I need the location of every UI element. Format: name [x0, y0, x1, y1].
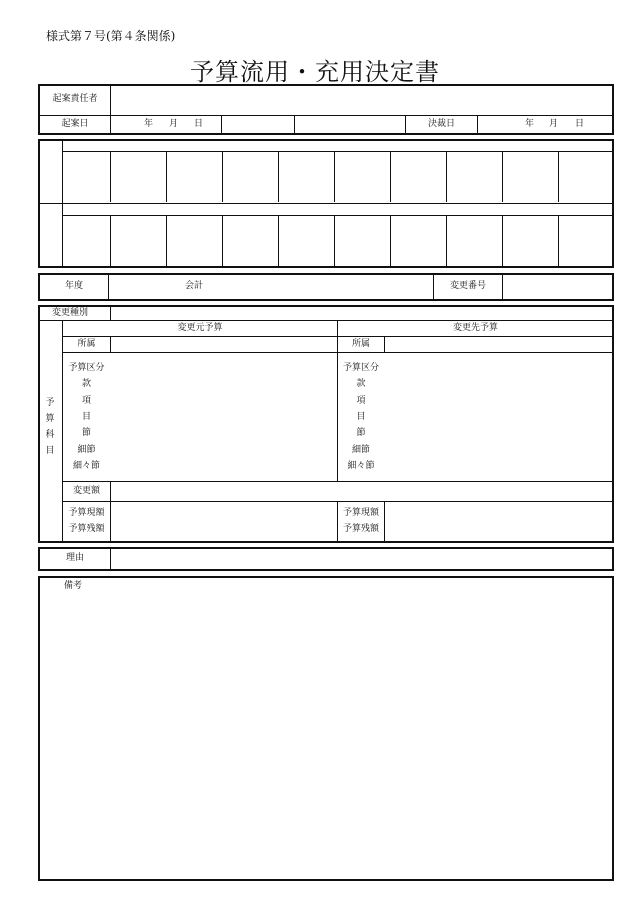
target-affiliation-label: 所属: [351, 339, 370, 349]
target-subject-item: 款: [356, 379, 366, 390]
approval-stamp-cell[interactable]: [64, 205, 109, 215]
source-subject-item: 款: [81, 379, 91, 390]
divider: [110, 482, 111, 542]
approval-stamp-cell[interactable]: [503, 141, 557, 151]
decision-date-label: 決裁日: [427, 119, 455, 129]
draft-date-label: 起案日: [61, 119, 89, 129]
divider: [62, 215, 613, 216]
subject-vertical-char: 目: [45, 446, 55, 456]
page-title: 予算流用・充用決定書: [190, 58, 440, 86]
target-subject-item: 目: [356, 411, 366, 422]
subject-vertical-char: 科: [45, 430, 55, 440]
source-subject-item: 項: [81, 395, 91, 406]
approval-stamp-cell[interactable]: [335, 153, 389, 202]
approval-stamp-cell[interactable]: [167, 153, 221, 202]
target-budget-label: 変更先予算: [452, 323, 498, 333]
subject-vertical-char: 予: [45, 398, 55, 408]
divider: [39, 203, 613, 204]
divider: [39, 115, 613, 116]
target-balance-field[interactable]: [386, 503, 612, 541]
approval-stamp-cell[interactable]: [559, 205, 612, 215]
approval-stamp-cell[interactable]: [111, 205, 165, 215]
fiscal-account-field[interactable]: [110, 275, 432, 299]
approval-stamp-cell[interactable]: [223, 205, 277, 215]
subject-vertical-char: 算: [45, 414, 55, 424]
divider: [110, 548, 111, 570]
divider: [110, 85, 111, 134]
decision-date-field[interactable]: [479, 117, 612, 133]
decision-year-label: 年: [525, 119, 535, 129]
divider: [62, 481, 613, 482]
divider: [221, 116, 222, 134]
source-subject-field[interactable]: [112, 354, 336, 480]
reason-label: 理由: [65, 553, 84, 563]
divider: [62, 140, 63, 267]
approval-stamp-cell[interactable]: [279, 205, 333, 215]
account-label: 会計: [185, 281, 204, 291]
target-subject-item: 項: [356, 395, 366, 406]
change-amount-field[interactable]: [112, 483, 612, 500]
fiscal-year-label: 年度: [64, 281, 83, 291]
approval-stamp-cell[interactable]: [447, 205, 501, 215]
approval-stamp-cell[interactable]: [335, 205, 389, 215]
approval-stamp-cell[interactable]: [335, 217, 389, 266]
divider: [62, 151, 613, 152]
remarks-field[interactable]: [40, 595, 612, 879]
source-subject-item: 予算区分: [68, 363, 105, 373]
source-subject-item: 目: [81, 411, 91, 422]
source-subject-item: 細々節: [72, 460, 100, 471]
draft-date-field[interactable]: [112, 117, 220, 133]
approval-stamp-cell[interactable]: [447, 217, 501, 266]
source-affiliation-label: 所属: [77, 339, 96, 349]
divider: [294, 116, 295, 134]
approval-stamp-cell[interactable]: [64, 217, 109, 266]
source-current-budget-label: 予算現額: [68, 508, 105, 518]
drafter-field[interactable]: [112, 86, 612, 114]
target-subject-item: 節: [356, 428, 366, 439]
draft-month-label: 月: [169, 119, 179, 129]
approval-stamp-cell[interactable]: [391, 141, 445, 151]
remarks-label: 備考: [64, 581, 83, 591]
divider: [477, 116, 478, 134]
source-budget-label: 変更元予算: [177, 323, 223, 333]
approval-stamp-cell[interactable]: [167, 217, 221, 266]
approval-stamp-cell[interactable]: [391, 205, 445, 215]
approval-stamp-cell[interactable]: [391, 153, 445, 202]
divider: [110, 305, 111, 321]
approval-stamp-cell[interactable]: [559, 141, 612, 151]
divider: [502, 274, 503, 300]
source-balance-field[interactable]: [112, 503, 336, 541]
target-subject-item: 細々節: [347, 460, 375, 471]
approval-stamp-cell[interactable]: [391, 217, 445, 266]
approval-stamp-cell[interactable]: [64, 141, 109, 151]
approval-stamp-cell[interactable]: [335, 141, 389, 151]
approval-stamp-cell[interactable]: [167, 205, 221, 215]
approval-stamp-cell[interactable]: [111, 141, 165, 151]
approval-stamp-cell[interactable]: [223, 141, 277, 151]
decision-month-label: 月: [549, 119, 559, 129]
divider: [39, 320, 613, 321]
target-affiliation-field[interactable]: [386, 338, 612, 351]
change-number-field[interactable]: [504, 275, 612, 299]
target-remaining-budget-label: 予算残額: [342, 524, 379, 534]
source-subject-item: 節: [81, 428, 91, 439]
change-type-field[interactable]: [112, 307, 612, 319]
approval-stamp-cell[interactable]: [503, 153, 557, 202]
approval-stamp-cell[interactable]: [64, 153, 109, 202]
draft-year-label: 年: [144, 119, 154, 129]
drafter-label: 起案責任者: [52, 94, 98, 104]
approval-stamp-cell[interactable]: [559, 153, 612, 202]
form-number: 様式第７号(第４条関係): [46, 29, 176, 43]
approval-stamp-cell[interactable]: [167, 141, 221, 151]
target-subject-item: 細節: [351, 444, 370, 455]
source-affiliation-field[interactable]: [112, 338, 336, 351]
approval-stamp-cell[interactable]: [447, 141, 501, 151]
approval-stamp-cell[interactable]: [223, 217, 277, 266]
source-remaining-budget-label: 予算残額: [68, 524, 105, 534]
target-subject-item: 予算区分: [342, 363, 379, 373]
approval-stamp-cell[interactable]: [559, 217, 612, 266]
draft-day-label: 日: [194, 119, 204, 129]
approval-stamp-cell[interactable]: [279, 153, 333, 202]
approval-stamp-cell[interactable]: [503, 217, 557, 266]
decision-day-label: 日: [575, 119, 585, 129]
approval-stamp-cell[interactable]: [279, 141, 333, 151]
budget-subject-vertical-label: [44, 395, 56, 459]
change-amount-label: 変更額: [72, 486, 100, 496]
reason-field[interactable]: [112, 549, 612, 569]
change-number-label: 変更番号: [449, 281, 486, 291]
approval-stamp-cell[interactable]: [223, 153, 277, 202]
source-subject-item: 細節: [77, 444, 96, 455]
divider: [384, 337, 385, 353]
divider: [384, 502, 385, 542]
change-type-label: 変更種別: [52, 308, 89, 318]
approval-stamp-cell[interactable]: [279, 217, 333, 266]
approval-stamp-cell[interactable]: [447, 153, 501, 202]
divider: [108, 274, 109, 300]
target-subject-field[interactable]: [386, 354, 612, 480]
approval-stamp-cell[interactable]: [111, 153, 165, 202]
approval-stamp-cell[interactable]: [503, 205, 557, 215]
approval-stamp-cell[interactable]: [111, 217, 165, 266]
target-current-budget-label: 予算現額: [342, 508, 379, 518]
divider: [110, 337, 111, 353]
